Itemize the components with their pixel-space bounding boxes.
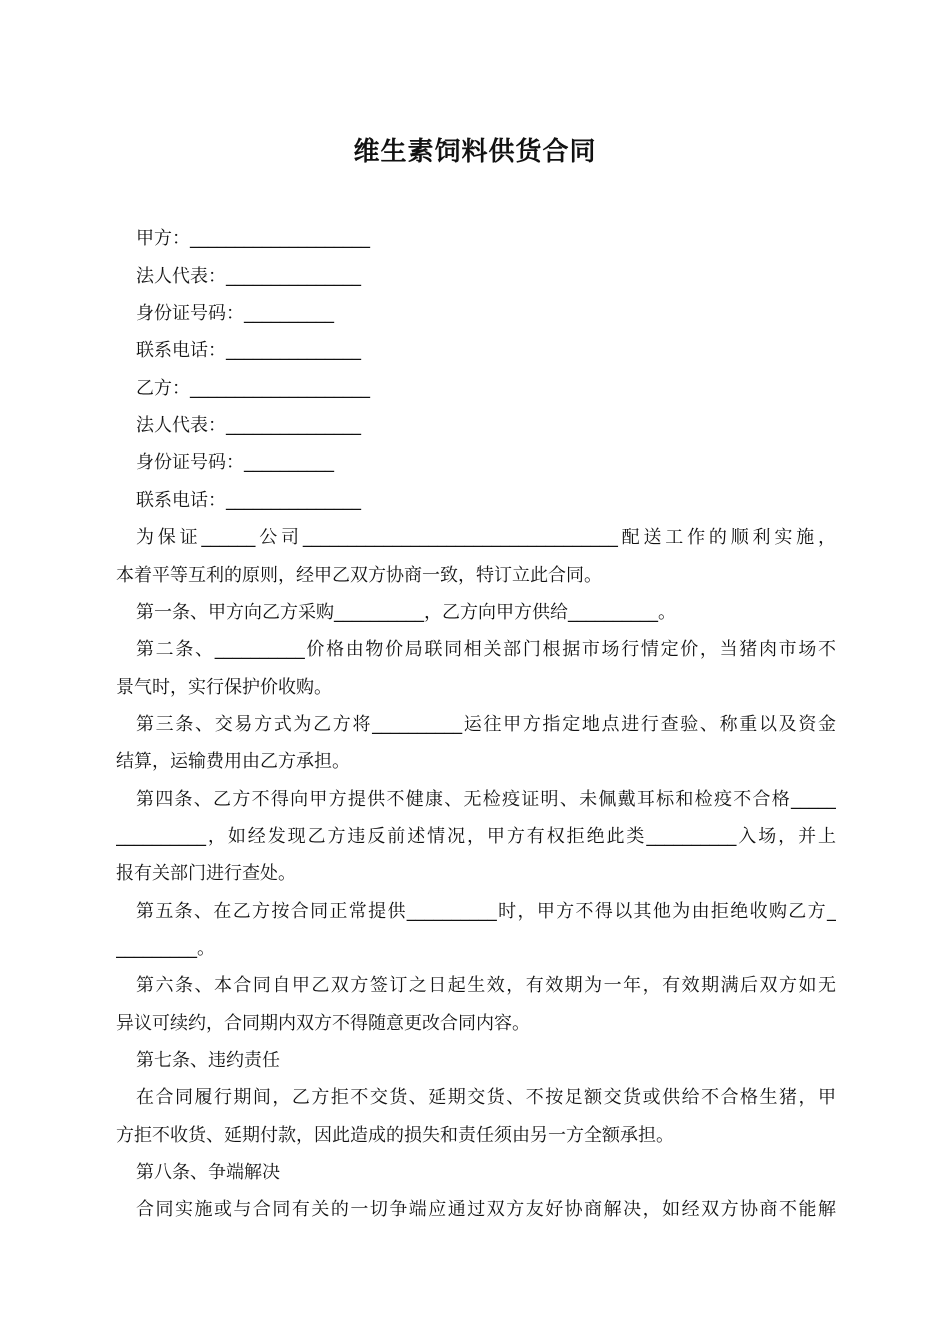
article-6-line: 异议可续约，合同期内双方不得随意更改合同内容。 <box>116 1013 530 1034</box>
article-2-line: 第二条、__________价格由物价局联同相关部门根据市场行情定价，当猪肉市场不 <box>136 639 836 660</box>
party-b-legal-representative-line: 法人代表：_______________ <box>136 415 361 436</box>
article-6-line: 第六条、本合同自甲乙双方签订之日起生效，有效期为一年，有效期满后双方如无 <box>136 975 836 996</box>
article-7-line: 在合同履行期间，乙方拒不交货、延期交货、不按足额交货或供给不合格生猪，甲 <box>136 1087 836 1108</box>
article-4-line: __________，如经发现乙方违反前述情况，甲方有权拒绝此类__________入场，并上 <box>116 826 836 847</box>
preamble-line: 为保证______公司___________________________________配送工作的顺利实施， <box>136 527 836 548</box>
article-5-line: 第五条、在乙方按合同正常提供__________时，甲方不得以其他为由拒绝收购乙方_ <box>136 901 836 922</box>
article-5-line: _________。 <box>116 938 215 959</box>
article-4-line: 报有关部门进行查处。 <box>116 863 296 884</box>
party-a-name-line: 甲方：____________________ <box>136 228 370 249</box>
document-title: 维生素饲料供货合同 <box>353 137 597 167</box>
party-a-legal-representative-line: 法人代表：_______________ <box>136 266 361 287</box>
party-b-name-line: 乙方：____________________ <box>136 378 370 399</box>
article-8-line: 合同实施或与合同有关的一切争端应通过双方友好协商解决，如经双方协商不能解 <box>136 1199 836 1220</box>
party-b-id-number-line: 身份证号码：__________ <box>136 452 334 473</box>
article-8-heading: 第八条、争端解决 <box>136 1162 280 1183</box>
article-7-heading: 第七条、违约责任 <box>136 1050 280 1071</box>
article-3-line: 第三条、交易方式为乙方将__________运往甲方指定地点进行查验、称重以及资金 <box>136 714 836 735</box>
article-1-line: 第一条、甲方向乙方采购__________，乙方向甲方供给__________。 <box>136 602 676 623</box>
party-a-id-number-line: 身份证号码：__________ <box>136 303 334 324</box>
article-4-line: 第四条、乙方不得向甲方提供不健康、无检疫证明、未佩戴耳标和检疫不合格_____ <box>136 789 836 810</box>
article-7-line: 方拒不收货、延期付款，因此造成的损失和责任须由另一方全额承担。 <box>116 1125 674 1146</box>
party-b-phone-line: 联系电话：_______________ <box>136 490 361 511</box>
preamble-line: 本着平等互利的原则，经甲乙双方协商一致，特订立此合同。 <box>116 565 602 586</box>
article-3-line: 结算，运输费用由乙方承担。 <box>116 751 350 772</box>
party-a-phone-line: 联系电话：_______________ <box>136 340 361 361</box>
article-2-line: 景气时，实行保护价收购。 <box>116 677 332 698</box>
